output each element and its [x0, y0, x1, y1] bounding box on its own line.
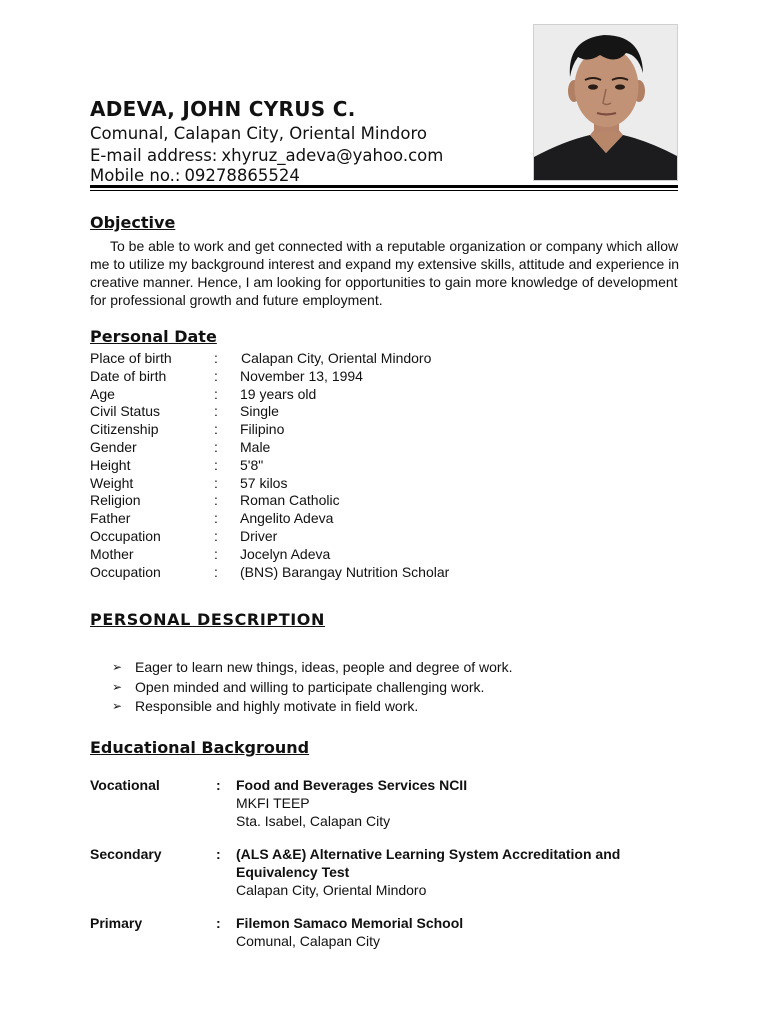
field-label: Age: [90, 385, 115, 402]
personal-data-heading: Personal Date: [90, 327, 217, 346]
objective-text: To be able to work and get connected with a reputable organization or company which allow me to utilize my background interest and expand my extensive skills, attitude and experience in creative manner. Hence, I am looking for opportunities to gain more knowledge of development for professional growth and future employment.: [90, 238, 680, 308]
field-separator: :: [214, 385, 218, 402]
field-separator: :: [214, 438, 218, 455]
education-details: [236, 845, 676, 899]
field-label: Occupation: [90, 563, 161, 580]
education-heading: Educational Background: [90, 738, 310, 757]
field-label: Civil Status: [90, 403, 161, 420]
field-label: Weight: [90, 474, 134, 491]
school-detail: MKFI TEEP: [236, 795, 310, 811]
field-separator: :: [214, 474, 218, 491]
education-level: Secondary: [90, 846, 162, 862]
arrow-bullet-icon: ➢: [112, 679, 123, 694]
applicant-photo: [533, 24, 678, 181]
field-value: Filipino: [240, 421, 285, 438]
field-separator: :: [214, 492, 218, 509]
applicant-address: Comunal, Calapan City, Oriental Mindoro: [90, 124, 427, 143]
field-label: Citizenship: [90, 421, 159, 438]
school-detail: Calapan City, Oriental Mindoro: [236, 882, 427, 898]
field-label: Religion: [90, 492, 141, 509]
header-divider-thin: [90, 190, 678, 191]
education-details: [236, 776, 676, 830]
header-divider-thick: [90, 185, 678, 188]
field-separator: :: [214, 421, 218, 438]
arrow-bullet-icon: ➢: [112, 699, 123, 713]
field-separator: :: [214, 367, 218, 384]
portrait-image: [534, 25, 678, 181]
field-label: Father: [90, 510, 131, 527]
applicant-name: ADEVA, JOHN CYRUS C.: [90, 97, 356, 121]
email-value: xhyruz_adeva@yahoo.com: [221, 146, 444, 165]
field-separator: :: [214, 403, 218, 420]
education-details: [236, 914, 676, 950]
field-value: Roman Catholic: [240, 492, 340, 509]
field-value: (BNS) Barangay Nutrition Scholar: [240, 563, 450, 580]
field-separator: :: [214, 456, 218, 473]
email-line: [90, 146, 443, 166]
email-label: E-mail address:: [90, 146, 218, 165]
field-separator: :: [214, 350, 218, 366]
mobile-label: Mobile no.:: [90, 166, 181, 185]
mobile-line: [90, 166, 300, 186]
school-name: (ALS A&E) Alternative Learning System Accreditation and Equivalency Test: [236, 846, 621, 880]
field-value: November 13, 1994: [240, 367, 363, 384]
field-value: 57 kilos: [240, 474, 288, 491]
field-value: Jocelyn Adeva: [240, 545, 331, 562]
school-name: Food and Beverages Services NCII: [236, 777, 468, 793]
education-separator: :: [216, 777, 221, 793]
field-value: 19 years old: [240, 385, 317, 402]
education-level: Vocational: [90, 777, 160, 793]
school-detail: Comunal, Calapan City: [236, 933, 380, 949]
education-level: Primary: [90, 915, 143, 931]
field-label: Mother: [90, 545, 134, 562]
field-value: Angelito Adeva: [240, 510, 334, 527]
arrow-bullet-icon: ➢: [112, 660, 123, 674]
field-label: Gender: [90, 438, 137, 455]
education-separator: :: [216, 846, 221, 862]
field-separator: :: [214, 563, 218, 580]
field-separator: :: [214, 527, 218, 544]
mobile-value: 09278865524: [184, 166, 300, 185]
list-item-text: Responsible and highly motivate in field work.: [135, 698, 419, 714]
field-separator: :: [214, 510, 218, 527]
education-separator: :: [216, 915, 221, 931]
field-value: Driver: [240, 527, 278, 544]
field-value: Calapan City, Oriental Mindoro: [241, 350, 432, 366]
school-detail: Sta. Isabel, Calapan City: [236, 813, 391, 829]
field-label: Place of birth: [90, 350, 172, 366]
list-item-text: Open minded and willing to participate challenging work.: [135, 678, 485, 695]
list-item-text: Eager to learn new things, ideas, people and degree of work.: [135, 659, 513, 675]
field-label: Date of birth: [90, 367, 167, 384]
school-name: Filemon Samaco Memorial School: [236, 915, 464, 931]
field-value: Male: [240, 438, 271, 455]
field-label: Occupation: [90, 527, 161, 544]
field-value: Single: [240, 403, 279, 420]
field-label: Height: [90, 456, 131, 473]
personal-description-heading: PERSONAL DESCRIPTION: [90, 610, 325, 629]
field-value: 5'8": [240, 456, 264, 473]
objective-heading: Objective: [90, 213, 176, 232]
field-separator: :: [214, 545, 218, 562]
